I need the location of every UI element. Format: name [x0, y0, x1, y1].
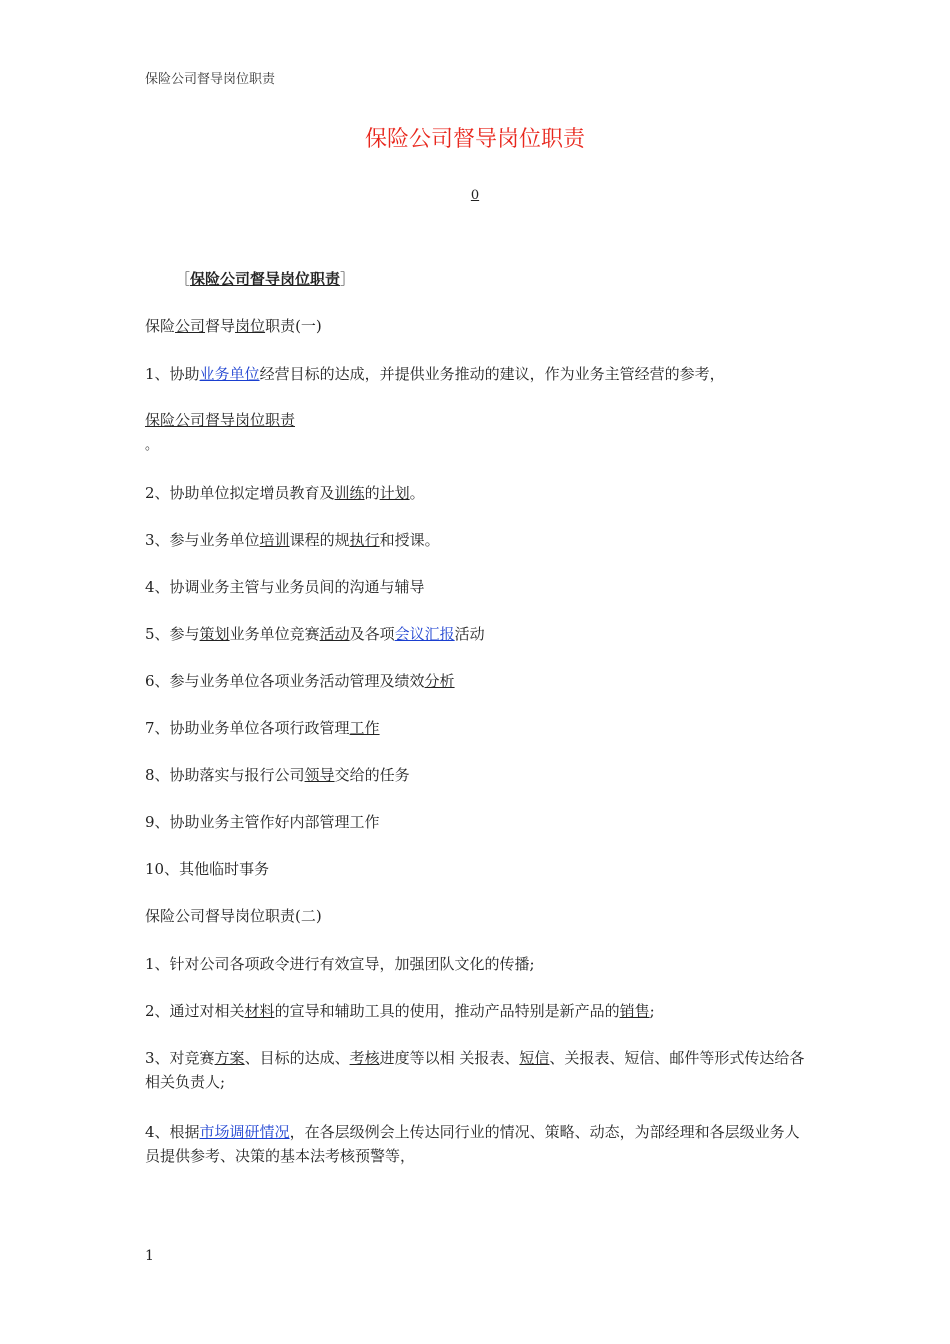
bracket-close: ］ — [340, 270, 356, 288]
bracket-title-text[interactable]: 保险公司督导岗位职责 — [190, 270, 341, 288]
running-header: 保险公司督导岗位职责 — [145, 72, 276, 87]
list-item — [145, 362, 810, 386]
item-text: 2、通过对相关 — [145, 1002, 245, 1020]
item-text: 3、参与业务单位 — [145, 531, 260, 549]
item-text: 及各项 — [349, 625, 395, 643]
list-item — [145, 1046, 810, 1094]
sms-link[interactable]: 短信 — [519, 1049, 550, 1067]
leadership-link[interactable]: 领导 — [304, 766, 335, 784]
item-text: 2、协助单位拟定增员教育及 — [145, 484, 335, 502]
list-item — [145, 528, 810, 552]
bracket-open: ［ — [175, 270, 191, 288]
heading-text: 职责(一) — [265, 317, 322, 335]
item-text: 、目标的达成、 — [244, 1049, 350, 1067]
period-mark: 。 — [145, 438, 159, 453]
heading-link-company[interactable]: 公司 — [175, 317, 206, 335]
item-text: 活动 — [454, 625, 485, 643]
list-item — [145, 669, 810, 693]
list-item — [145, 716, 810, 740]
sales-link[interactable]: 销售 — [619, 1002, 650, 1020]
item-text: 交给的任务 — [334, 766, 410, 784]
item-text: 进度等以相 关报表、 — [379, 1049, 520, 1067]
list-item — [145, 763, 810, 787]
plan-scheme-link[interactable]: 方案 — [214, 1049, 245, 1067]
heading-link-position[interactable]: 岗位 — [235, 317, 266, 335]
execute-link[interactable]: 执行 — [349, 531, 380, 549]
item-text: 经营目标的达成，并提供业务推动的建议，作为业务主管经营的参考， — [259, 365, 725, 383]
list-item — [145, 622, 810, 646]
materials-link[interactable]: 材料 — [244, 1002, 275, 1020]
view-count: 0 — [470, 188, 480, 203]
page-number: 1 — [145, 1248, 154, 1264]
item-text: 7、协助业务单位各项行政管理 — [145, 719, 350, 737]
assessment-link[interactable]: 考核 — [349, 1049, 380, 1067]
analysis-link[interactable]: 分析 — [424, 672, 455, 690]
list-item: 9、协助业务主管作好内部管理工作 — [145, 813, 380, 831]
item-text: 课程的规 — [289, 531, 350, 549]
list-item: 1、针对公司各项政令进行有效宣导，加强团队文化的传播; — [145, 955, 535, 973]
document-title: 保险公司督导岗位职责 — [364, 127, 585, 152]
list-item — [145, 481, 810, 505]
item-text: 。 — [409, 484, 425, 502]
section1-heading — [145, 314, 810, 338]
training-course-link[interactable]: 培训 — [259, 531, 290, 549]
planning-link[interactable]: 策划 — [199, 625, 230, 643]
business-unit-link[interactable]: 业务单位 — [199, 365, 260, 383]
item-text: 业务单位竞赛 — [229, 625, 320, 643]
plan-link[interactable]: 计划 — [379, 484, 410, 502]
market-research-link[interactable]: 市场调研情况 — [199, 1123, 290, 1141]
list-item — [145, 999, 810, 1023]
section2-heading: 保险公司督导岗位职责(二) — [145, 907, 322, 925]
item-text: 3、对竞赛 — [145, 1049, 215, 1067]
item-text: 8、协助落实与报行公司 — [145, 766, 305, 784]
item-text: 、关报表、短信、邮件等形式传达给各相关负责人; — [145, 1049, 805, 1091]
bracket-title — [175, 268, 355, 289]
work-link[interactable]: 工作 — [349, 719, 380, 737]
list-item — [145, 1120, 810, 1168]
training-link[interactable]: 训练 — [334, 484, 365, 502]
item-text: 4、根据 — [145, 1123, 200, 1141]
list-item: 4、协调业务主管与业务员间的沟通与辅导 — [145, 578, 425, 596]
item-text: 的宣导和辅助工具的使用，推动产品特别是新产品的 — [274, 1002, 620, 1020]
heading-text: 督导 — [205, 317, 236, 335]
item-text: 和授课。 — [379, 531, 440, 549]
list-item: 10、其他临时事务 — [145, 860, 270, 878]
item-text: ，在各层级例会上传达同行业的情况、策略、动态，为部经理和各层级业务人员提供参考、决策的基本法考核预警等， — [145, 1123, 800, 1165]
item-text: 1、协助 — [145, 365, 200, 383]
item-text: 6、参与业务单位各项业务活动管理及绩效 — [145, 672, 425, 690]
doc-title-link[interactable]: 保险公司督导岗位职责 — [145, 411, 296, 429]
meeting-report-link[interactable]: 会议汇报 — [394, 625, 455, 643]
activity-link[interactable]: 活动 — [319, 625, 350, 643]
item-text: ; — [649, 1002, 655, 1020]
item-text: 的 — [364, 484, 380, 502]
heading-text: 保险 — [145, 317, 176, 335]
item-text: 5、参与 — [145, 625, 200, 643]
